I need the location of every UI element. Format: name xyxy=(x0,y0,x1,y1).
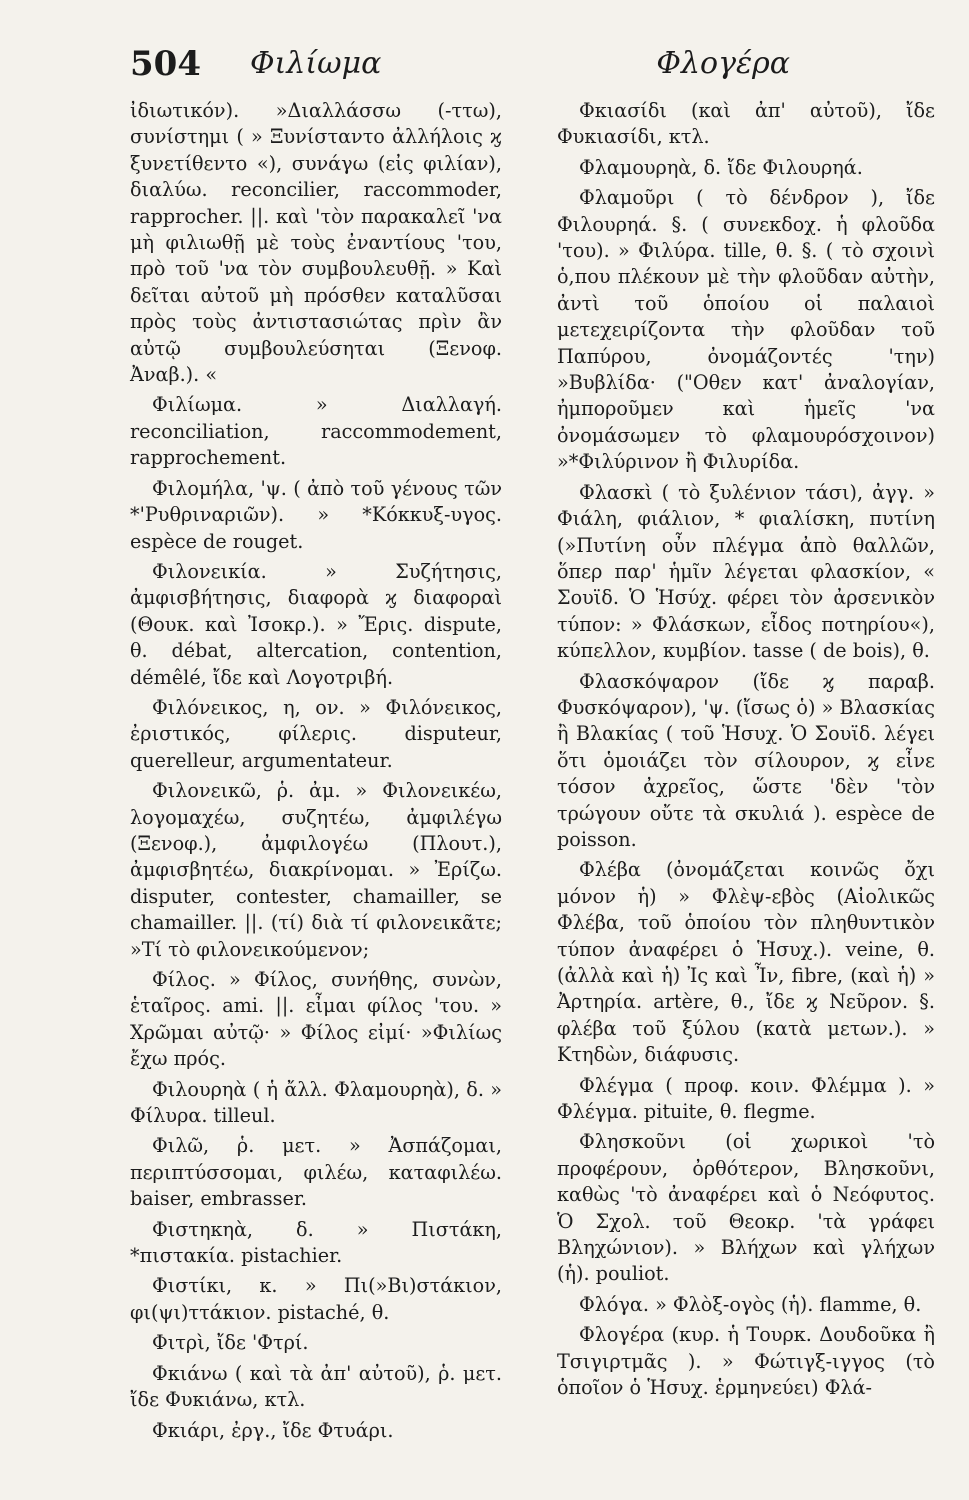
dictionary-entry: Φιλονεικῶ, ῥ. ἀμ. » Φιλονεικέω, λογομαχέω, συζητέω, ἀμφιλέγω (Ξενοφ.), ἀμφιλογέω (Πλουτ.), ἀμφισβητέω, διακρίνομαι. » Ἐρίζω. disputer, contester, chamailler, se chamailler. ||. (τί) διὰ τί φιλονεικᾶτε; »Τί τὸ φιλονεικούμενον; xyxy=(130,779,502,961)
header-last-entry-word: Φλογέρα xyxy=(656,46,790,81)
dictionary-entry: Φκιάνω ( καὶ τὰ ἀπ' αὐτοῦ), ῥ. μετ. ἴδε Φυκιάνω, κτλ. xyxy=(130,1361,502,1412)
dictionary-entry: Φλόγα. » Φλὸξ-ογὸς (ἡ). flamme, θ. xyxy=(579,1292,922,1316)
dictionary-entry: Φίλος. » Φίλος, συνήθης, συνὼν, ἑταῖρος. ami. ||. εἶμαι φίλος 'του. » Χρῶμαι αὐτῷ· » Φίλος εἰμί· »Φιλίως ἔχω πρός. xyxy=(130,968,502,1071)
page-number: 504 xyxy=(130,44,201,84)
dictionary-entry: Φλαμοῦρι ( τὸ δένδρον ), ἴδε Φιλουρηά. §. ( συνεκδοχ. ἡ φλοῦδα 'του). » Φιλύρα. tille, θ. §. ( τὸ σχοινὶ ὁ,που πλέκουν μὲ τὴν φλοῦδαν αὐτὴν, ἀντὶ τοῦ ὁποίου οἱ παλαιοὶ μετεχειρίζοντα τὴν φλοῦδαν τοῦ Παπύρου, ὀνομάζοντές 'την) »Βυβλίδα· ("Οθεν κατ' ἀναλογίαν, ἠμποροῦμεν καὶ ἡμεῖς 'να ὀνομάσωμεν τὸ φλαμουρόσχοινον) »*Φιλύρινον ἢ Φιλυρίδα. xyxy=(557,186,935,474)
dictionary-entry: Φιστίκι, κ. » Πι(»Βι)στάκιον, φι(ψι)ττάκιον. pistaché, θ. xyxy=(130,1274,502,1324)
dictionary-entry: Φιλονεικία. » Συζήτησις, ἀμφισβήτησις, διαφορὰ ϗ διαφοραὶ (Θουκ. καὶ Ἰσοκρ.). » Ἔρις. dispute, θ. débat, altercation, contention, démêlé, ἴδε καὶ Λογοτριβή. xyxy=(130,559,502,689)
dictionary-entry: Φλέγμα ( προφ. κοιν. Φλέμμα ). » Φλέγμα. pituite, θ. flegme. xyxy=(557,1073,935,1124)
page-header xyxy=(130,44,790,94)
dictionary-entry: Φιλουρηὰ ( ἡ ἄλλ. Φλαμουρηὰ), δ. » Φίλυρα. tilleul. xyxy=(130,1077,502,1128)
dictionary-entry: Φλασκόψαρον (ἴδε ϗ παραβ. Φυσκόψαρον), 'ψ. (ἴσως ὁ) » Βλασκίας ἢ Βλακίας ( τοῦ Ἡσυχ. Ὁ Σουϊδ. λέγει ὅτι ὁμοιάζει τὸν σίλουρον, ϗ εἶνε τόσον ἀχρεῖος, ὥστε 'δὲν 'τὸν τρώγουν οὔτε τὰ σκυλιά ). espèce de poisson. xyxy=(557,669,935,851)
dictionary-entry: Φιλῶ, ῥ. μετ. » Ἀσπάζομαι, περιπτύσσομαι, φιλέω, καταφιλέω. baiser, embrasser. xyxy=(130,1134,502,1211)
dictionary-entry: Φλέβα (ὀνομάζεται κοινῶς ὄχι μόνον ἡ) » Φλὲψ-εβὸς (Αἰολικῶς Φλέβα, τοῦ ὁποίου τὸν πληθυντικὸν τύπον ἀναφέρει ὁ Ἡσυχ.). veine, θ. (ἀλλὰ καὶ ἡ) Ἰς καὶ Ἶν, fibre, (καὶ ἡ) » Ἀρτηρία. artère, θ., ἴδε ϗ Νεῦρον. §. φλέβα τοῦ ξύλου (κατὰ μετων.). » Κτηδὼν, διάφυσις. xyxy=(557,858,935,1067)
dictionary-entry: Φλαμουρηὰ, δ. ἴδε Φιλουρηά. xyxy=(579,155,863,179)
dictionary-entry: ἰδιωτικόν). »Διαλλάσσω (-ττω), συνίστημι ( » Ξυνίσταντο ἀλλήλοις ϗ ξυνετίθεντο «), συνάγω (εἰς φιλίαν), διαλύω. reconcilier, raccommoder, rapprocher. ||. καὶ 'τὸν παρακαλεῖ 'να μὴ φιλιωθῇ μὲ τοὺς ἐναντίους 'του, πρὸ τοῦ 'να τὸν συμβουλευθῇ. » Καὶ δεῖται αὐτοῦ μὴ πρόσθεν καταλῦσαι πρὸς τοὺς ἀντιστασιώτας πρὶν ἂν αὐτῷ συμβουλεύσηται (Ξενοφ. Ἀναβ.). « xyxy=(130,99,502,387)
dictionary-entry: Φλησκοῦνι (οἱ χωρικοὶ 'τὸ προφέρουν, ὀρθότερον, Βλησκοῦνι, καθὼς 'τὸ ἀναφέρει καὶ ὁ Νεόφυτος. Ὁ Σχολ. τοῦ Θεοκρ. 'τὰ γράφει Βληχώνιον). » Βλήχων καὶ γλήχων (ἡ). pouliot. xyxy=(557,1130,935,1286)
dictionary-entry: Φιστηκηὰ, δ. » Πιστάκη, *πιστακία. pistachier. xyxy=(130,1217,502,1268)
dictionary-entry: Φιτρὶ, ἴδε 'Φτρί. xyxy=(152,1331,309,1355)
dictionary-entry: Φιλίωμα. » Διαλλαγή. reconciliation, raccommodement, rapprochement. xyxy=(130,393,502,470)
dictionary-entry: Φιλομήλα, 'ψ. ( ἀπὸ τοῦ γένους τῶν *'Ρυθριναριῶν). » *Κόκκυξ-υγος. espèce de rouget. xyxy=(130,476,502,553)
dictionary-entry: Φιλόνεικος, η, ον. » Φιλόνεικος, ἐριστικός, φίλερις. disputeur, querelleur, argumentateur. xyxy=(130,695,502,772)
dictionary-entry: Φλασκὶ ( τὸ ξυλένιον τάσι), ἀγγ. » Φιάλη, φιάλιον, * φιαλίσκη, πυτίνη (»Πυτίνη οὖν πλέγμα ἀπὸ θαλλῶν, ὅπερ παρ' ἡμῖν λέγεται φλασκίον, « Σουϊδ. Ὁ Ἡσύχ. φέρει τὸν ἀρσενικὸν τύπον: » Φλάσκων, εἶδος ποτηρίου«), κύπελλον, κυμβίον. tasse ( de bois), θ. xyxy=(557,480,935,663)
right-column xyxy=(557,98,935,1406)
dictionary-entry: Φκιασίδι (καὶ ἀπ' αὐτοῦ), ἴδε Φυκιασίδι, κτλ. xyxy=(557,99,935,149)
left-column xyxy=(130,98,502,1448)
dictionary-entry: Φκιάρι, ἐργ., ἴδε Φτυάρι. xyxy=(152,1418,394,1442)
dictionary-entry: Φλογέρα (κυρ. ἡ Τουρκ. Δουδοῦκα ἢ Τσιγιρτμᾶς ). » Φώτιγξ-ιγγος (τὸ ὁποῖον ὁ Ἡσυχ. ἑρμηνεύει) Φλά- xyxy=(557,1323,935,1400)
header-first-entry-word: Φιλίωμα xyxy=(250,46,382,81)
